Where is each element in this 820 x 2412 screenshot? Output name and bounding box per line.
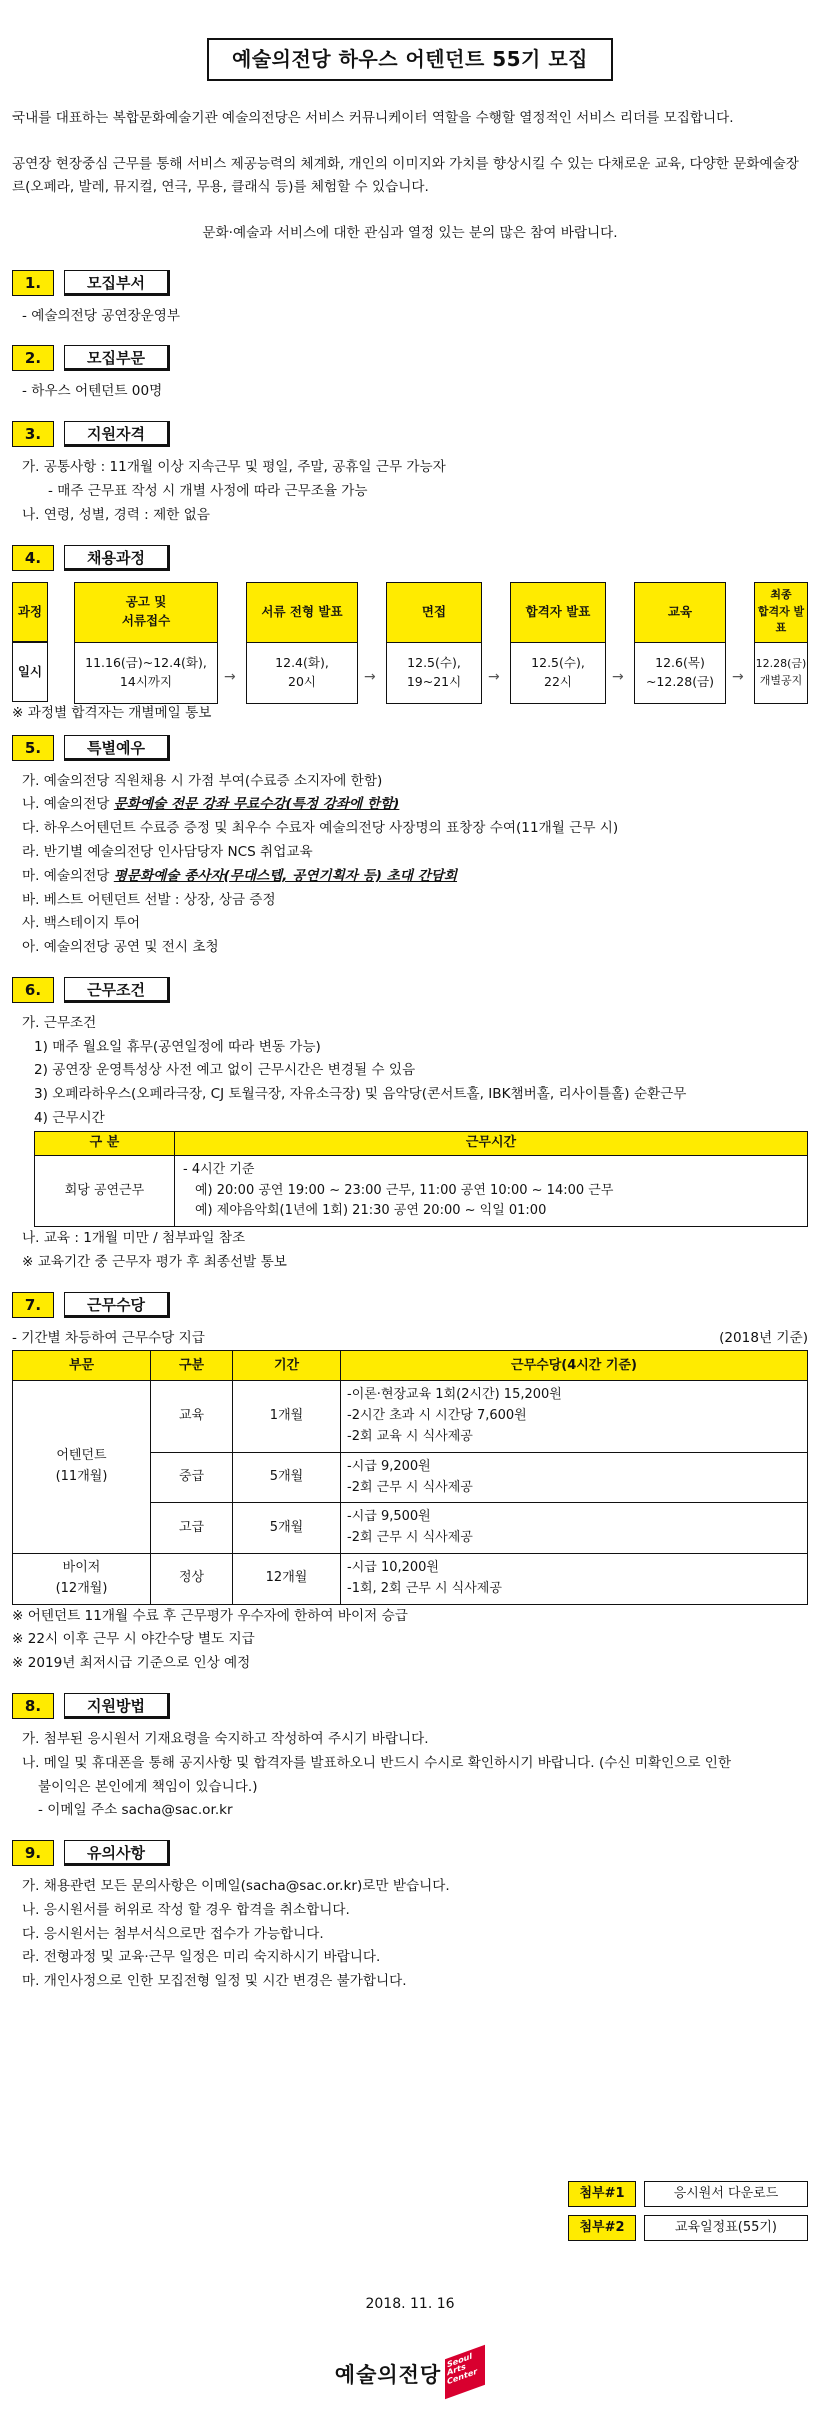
table-header: 기간 xyxy=(233,1351,341,1381)
section-title: 모집부문 xyxy=(64,345,170,371)
apply-line: 가. 첨부된 응시원서 기재요령을 숙지하고 작성하여 주시기 바랍니다. xyxy=(22,1731,429,1747)
pay-line: -2회 근무 시 식사제공 xyxy=(347,1479,473,1495)
process-note: ※ 과정별 합격자는 개별메일 통보 xyxy=(12,704,212,721)
page-title: 예술의전당 하우스 어텐던트 55기 모집 xyxy=(207,38,613,81)
table-cell: 12개월 xyxy=(233,1554,341,1605)
education-schedule-button[interactable]: 교육일정표(55기) xyxy=(644,2215,808,2241)
section-title: 특별예우 xyxy=(64,735,170,761)
section-number: 7. xyxy=(12,1292,54,1318)
step-date: 12.5(수), 19~21시 xyxy=(406,654,462,689)
application-form-download-button[interactable]: 응시원서 다운로드 xyxy=(644,2181,808,2207)
condition-note: ※ 교육기간 중 근무자 평가 후 최종선발 통보 xyxy=(22,1253,287,1270)
section-position xyxy=(12,344,808,404)
condition-line: 나. 교육 : 1개월 미만 / 첨부파일 참조 xyxy=(22,1230,246,1247)
schedule-row-label: 일시 xyxy=(12,642,48,702)
section-qualification xyxy=(12,420,808,527)
benefit-line: 다. 하우스어텐던트 수료증 증정 및 최우수 수료자 예술의전당 사장명의 표창장 수여(11개월 근무 시) xyxy=(22,820,619,837)
section-number: 6. xyxy=(12,977,54,1003)
table-cell: 교육 xyxy=(151,1381,233,1452)
attachment-1 xyxy=(568,2181,808,2207)
intro-paragraph-1: 국내를 대표하는 복합문화예술기관 예술의전당은 서비스 커뮤니케이터 역할을 수행할 열정적인 서비스 리더를 모집합니다. xyxy=(12,110,734,126)
pay-line: -2회 근무 시 식사제공 xyxy=(347,1530,473,1546)
section-work-conditions xyxy=(12,976,808,1275)
section-title: 지원자격 xyxy=(64,421,170,447)
section-number: 1. xyxy=(12,270,54,296)
pay-note: ※ 22시 이후 근무 시 야간수당 별도 지급 xyxy=(12,1631,255,1648)
table-cell: 바이저 (12개월) xyxy=(13,1554,151,1605)
process-step xyxy=(754,582,808,704)
section-title: 지원방법 xyxy=(64,1693,170,1719)
table-cell: 정상 xyxy=(151,1554,233,1605)
step-title: 합격자 발표 xyxy=(511,583,605,643)
table-cell: 1개월 xyxy=(233,1381,341,1452)
step-title: 최종 합격자 발표 xyxy=(755,583,807,643)
arrow-right-icon: → xyxy=(488,668,500,685)
section-number: 5. xyxy=(12,735,54,761)
pay-line: -1회, 2회 근무 시 식사제공 xyxy=(347,1580,502,1596)
condition-line: 2) 공연장 운영특성상 사전 예고 없이 근무시간은 변경될 수 있음 xyxy=(34,1062,416,1079)
benefit-prefix: 마. 예술의전당 xyxy=(22,867,114,884)
benefit-line: 라. 반기별 예술의전당 인사담당자 NCS 취업교육 xyxy=(22,843,313,860)
benefit-line xyxy=(12,793,808,817)
condition-line: 가. 근무조건 xyxy=(22,1014,97,1031)
table-cell xyxy=(175,1155,808,1226)
section-how-to-apply xyxy=(12,1692,808,1823)
hours-line: - 4시간 기준 xyxy=(183,1161,255,1177)
pay-basis-year: (2018년 기준) xyxy=(719,1329,808,1346)
step-date: 11.16(금)~12.4(화), 14시까지 xyxy=(85,654,207,689)
table-cell: 고급 xyxy=(151,1503,233,1554)
condition-line: 1) 매주 월요일 휴무(공연일정에 따라 변동 가능) xyxy=(34,1038,321,1055)
hours-line: 예) 20:00 공연 19:00 ~ 23:00 근무, 11:00 공연 10:00 ~ 14:00 근무 xyxy=(195,1182,614,1198)
process-diagram xyxy=(12,582,808,721)
benefit-highlight: 문화예술 전문 강좌 무료수강(특정 강좌에 한함) xyxy=(113,796,400,813)
section-number: 3. xyxy=(12,421,54,447)
section-number: 2. xyxy=(12,345,54,371)
notice-line: 다. 응시원서는 첨부서식으로만 접수가 가능합니다. xyxy=(22,1925,324,1942)
table-cell xyxy=(341,1452,808,1503)
table-cell: 5개월 xyxy=(233,1503,341,1554)
notice-line: 나. 응시원서를 허위로 작성 할 경우 합격을 취소합니다. xyxy=(22,1901,350,1918)
pay-line: -이론·현장교육 1회(2시간) 15,200원 xyxy=(347,1387,562,1403)
step-title: 교육 xyxy=(635,583,725,643)
table-cell: 5개월 xyxy=(233,1452,341,1503)
section-process xyxy=(12,544,808,721)
condition-line: 3) 오페라하우스(오페라극장, CJ 토월극장, 자유소극장) 및 음악당(콘서트홀, IBK챔버홀, 리사이틀홀) 순환근무 xyxy=(34,1086,687,1103)
process-step xyxy=(634,582,726,704)
table-cell xyxy=(341,1381,808,1452)
section-pay xyxy=(12,1291,808,1676)
qualification-line: 나. 연령, 성별, 경력 : 제한 없음 xyxy=(22,506,210,523)
attachment-tag: 첨부#2 xyxy=(568,2215,636,2241)
logo xyxy=(0,2352,820,2392)
step-date: 12.6(목) ~12.28(금) xyxy=(645,654,715,689)
step-title: 공고 및 서류접수 xyxy=(75,583,217,643)
section-title: 근무수당 xyxy=(64,1292,170,1318)
logo-mark-icon: Seoul Arts Center xyxy=(445,2345,485,2400)
notice-line: 마. 개인사정으로 인한 모집전형 일정 및 시간 변경은 불가합니다. xyxy=(22,1973,407,1990)
pay-subtitle: - 기간별 차등하여 근무수당 지급 xyxy=(12,1329,205,1346)
posting-date: 2018. 11. 16 xyxy=(365,2296,455,2312)
pay-note: ※ 어텐던트 11개월 수료 후 근무평가 우수자에 한하여 바이저 승급 xyxy=(12,1607,408,1624)
table-header: 구 분 xyxy=(35,1131,175,1155)
section-notes xyxy=(12,1839,808,1994)
notice-line: 라. 전형과정 및 교육·근무 일정은 미리 숙지하시기 바랍니다. xyxy=(22,1949,381,1966)
pay-line: -시급 9,200원 xyxy=(347,1458,431,1474)
table-header: 근무시간 xyxy=(175,1131,808,1155)
section-title: 채용과정 xyxy=(64,545,170,571)
section-number: 4. xyxy=(12,545,54,571)
pay-line: -2회 교육 시 식사제공 xyxy=(347,1429,473,1445)
section-title: 근무조건 xyxy=(64,977,170,1003)
arrow-right-icon: → xyxy=(732,668,744,685)
section-number: 8. xyxy=(12,1693,54,1719)
benefit-line: 가. 예술의전당 직원채용 시 가점 부여(수료증 소지자에 한함) xyxy=(22,772,383,789)
section-number: 9. xyxy=(12,1840,54,1866)
arrow-right-icon: → xyxy=(612,668,624,685)
pay-line: -시급 10,200원 xyxy=(347,1560,439,1576)
table-row xyxy=(13,1554,808,1605)
apply-line: 나. 메일 및 휴대폰을 통해 공지사항 및 합격자를 발표하오니 반드시 수시로 확인하시기 바랍니다. (수신 미확인으로 인한 xyxy=(22,1754,732,1771)
step-date: 12.28(금) 개별공지 xyxy=(755,657,807,687)
process-step xyxy=(246,582,358,704)
benefit-prefix: 나. 예술의전당 xyxy=(22,796,114,813)
pay-line: -2시간 초과 시 시간당 7,600원 xyxy=(347,1408,527,1424)
pay-note: ※ 2019년 최저시급 기준으로 인상 예정 xyxy=(12,1655,251,1672)
step-title: 면접 xyxy=(387,583,481,643)
arrow-right-icon: → xyxy=(364,668,376,685)
process-step xyxy=(386,582,482,704)
table-header: 구분 xyxy=(151,1351,233,1381)
table-row xyxy=(13,1381,808,1452)
position-text: - 하우스 어텐던트 00명 xyxy=(22,383,163,400)
table-cell xyxy=(341,1503,808,1554)
arrow-right-icon: → xyxy=(224,668,236,685)
intro-paragraph-3: 문화·예술과 서비스에 대한 관심과 열정 있는 분의 많은 참여 바랍니다. xyxy=(202,225,618,242)
table-cell: 어텐던트 (11개월) xyxy=(13,1381,151,1554)
table-cell: 중급 xyxy=(151,1452,233,1503)
attachment-2 xyxy=(568,2215,808,2241)
notice-line: 가. 채용관련 모든 문의사항은 이메일(sacha@sac.or.kr)로만 받습니다. xyxy=(22,1878,450,1895)
work-hours-table xyxy=(34,1131,808,1227)
qualification-line: 가. 공통사항 : 11개월 이상 지속근무 및 평일, 주말, 공휴일 근무 가능자 xyxy=(22,459,446,476)
benefit-line: 아. 예술의전당 공연 및 전시 초청 xyxy=(22,939,219,956)
section-benefits xyxy=(12,734,808,960)
benefit-line: 바. 베스트 어텐던트 선발 : 상장, 상금 증정 xyxy=(22,891,276,908)
table-cell: 회당 공연근무 xyxy=(35,1155,175,1226)
benefit-line xyxy=(12,865,808,889)
benefit-highlight: 평문화예술 종사자(무대스텝, 공연기획자 등) 초대 간담회 xyxy=(113,867,458,884)
intro-paragraph-2: 공연장 현장중심 근무를 통해 서비스 제공능력의 체계화, 개인의 이미지와 가치를 향상시킬 수 있는 다채로운 교육, 다양한 문화예술장르(오페라, 발레, 뮤지컬, 연극, 무용, 클래식 등)를 체험할 수 있습니다. xyxy=(12,156,799,195)
section-title: 모집부서 xyxy=(64,270,170,296)
qualification-line: - 매주 근무표 작성 시 개별 사정에 따라 근무조율 가능 xyxy=(48,483,368,500)
process-step xyxy=(510,582,606,704)
apply-line: 불이익은 본인에게 책임이 있습니다.) xyxy=(38,1778,258,1795)
step-date: 12.5(수), 22시 xyxy=(531,654,585,689)
step-title: 서류 전형 발표 xyxy=(247,583,357,643)
table-header: 근무수당(4시간 기준) xyxy=(341,1351,808,1381)
pay-line: -시급 9,500원 xyxy=(347,1509,431,1525)
logo-text: 예술의전당 xyxy=(334,2363,442,2388)
condition-line: 4) 근무시간 xyxy=(34,1109,105,1126)
step-date: 12.4(화), 20시 xyxy=(275,654,329,689)
department-text: - 예술의전당 공연장운영부 xyxy=(22,307,180,324)
process-row-label: 과정 xyxy=(12,582,48,642)
apply-email: - 이메일 주소 sacha@sac.or.kr xyxy=(38,1802,233,1819)
section-department xyxy=(12,269,808,329)
pay-table xyxy=(12,1350,808,1604)
benefit-line: 사. 백스테이지 투어 xyxy=(22,915,141,932)
table-header: 부문 xyxy=(13,1351,151,1381)
section-title: 유의사항 xyxy=(64,1840,170,1866)
process-step xyxy=(74,582,218,704)
intro xyxy=(12,107,808,245)
attachment-tag: 첨부#1 xyxy=(568,2181,636,2207)
hours-line: 예) 제야음악회(1년에 1회) 21:30 공연 20:00 ~ 익일 01:00 xyxy=(195,1203,547,1219)
table-cell xyxy=(341,1554,808,1605)
